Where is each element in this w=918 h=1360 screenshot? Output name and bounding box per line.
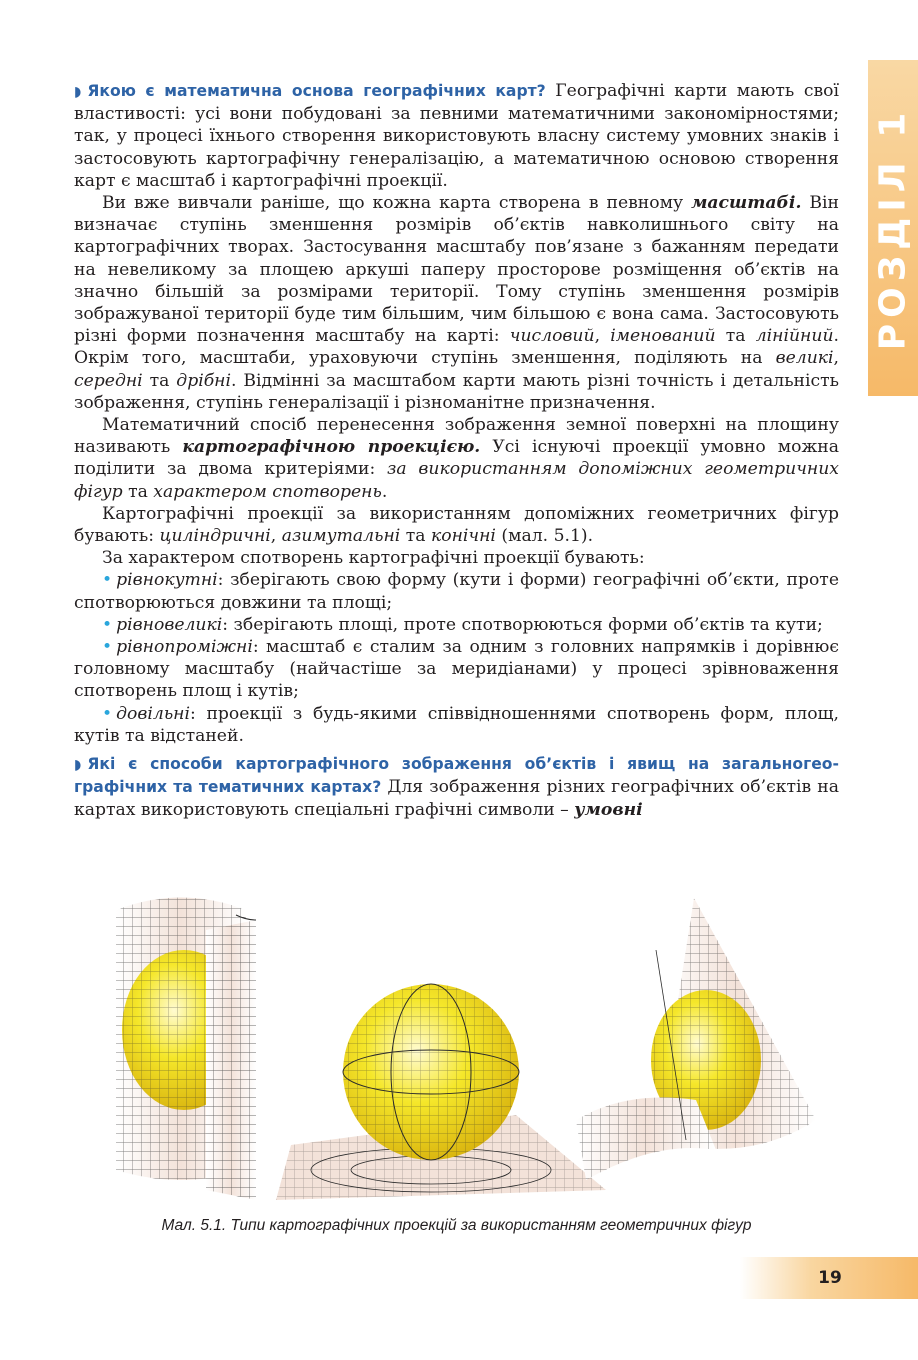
page-body bbox=[74, 80, 839, 821]
text: . Окрім того, масштаби, ураховуючи ступінь зменшення, поділяють на bbox=[74, 326, 839, 369]
section-tab-label: РОЗДІЛ 1 bbox=[872, 106, 914, 350]
term: великі bbox=[775, 348, 834, 369]
figure-caption: Мал. 5.1. Типи картографічних проекцій за використанням геометричних фігур bbox=[161, 1217, 752, 1234]
conical-projection bbox=[576, 898, 816, 1180]
term: рівнопроміжні bbox=[116, 637, 253, 658]
text: Усі існуючі проекції умовно можна поділити за двома критеріями: bbox=[74, 437, 839, 480]
text: та bbox=[715, 326, 756, 347]
azimuthal-projection bbox=[276, 984, 606, 1200]
paragraph-distortion: За характером спотворень картографічні проекції бувають: bbox=[102, 548, 645, 569]
bullet-icon: • bbox=[102, 614, 113, 635]
text: : проекції з будь-якими співвідношеннями спотворень форм, площ, кутів та відстаней. bbox=[74, 703, 839, 746]
list-item bbox=[74, 703, 839, 747]
text: , bbox=[594, 326, 611, 347]
question-heading: Якою є математична основа географічних карт? bbox=[87, 82, 546, 100]
text: , bbox=[833, 348, 839, 369]
list-item bbox=[74, 636, 839, 703]
text: : зберігають площі, проте спотворюються форми об’єктів та кути; bbox=[222, 614, 823, 635]
paragraph-figures bbox=[74, 503, 839, 547]
text: , bbox=[270, 526, 282, 547]
term: середні bbox=[74, 370, 143, 391]
text: та bbox=[142, 370, 177, 391]
term-projection: картографічною проекцією. bbox=[182, 437, 481, 458]
bullet-icon: • bbox=[102, 637, 113, 658]
term: циліндричні bbox=[159, 526, 271, 547]
text: Ви вже вивчали раніше, що кожна карта створена в певному bbox=[102, 193, 692, 214]
text: Картографічні проекції за використанням допоміжних геометричних фігур бувають: bbox=[74, 503, 839, 547]
question-marker-icon: ◗ bbox=[74, 757, 82, 774]
question-heading: Які є способи картографічного зображення об’єктів і явищ на загальногеографічних та тематичних картах? bbox=[74, 755, 839, 797]
question-marker-icon: ◗ bbox=[74, 84, 82, 100]
paragraph-scale bbox=[74, 192, 839, 414]
paragraph-q1 bbox=[74, 80, 839, 192]
text: (мал. 5.1). bbox=[495, 526, 594, 547]
list-item bbox=[74, 569, 839, 613]
text: Математичний спосіб перенесення зображення земної поверхні на площину називають bbox=[74, 415, 839, 458]
list-item bbox=[74, 614, 839, 636]
term: лінійний bbox=[755, 326, 834, 347]
text: та bbox=[122, 481, 154, 502]
term: характером спотворень bbox=[153, 481, 382, 502]
text: Для зображення різних географічних об’єктів на картах використовують спеціальні графічні символи – bbox=[74, 777, 839, 820]
text: : масштаб є сталим за одним з головних напрямків і дорівнює головному масштабу (найчастіше за меридіанами) у процесі зрівноваження спотворень площ і кутів; bbox=[74, 637, 839, 702]
bullet-icon: • bbox=[102, 570, 113, 591]
term: рівнокутні bbox=[116, 570, 218, 591]
term: рівновеликі bbox=[116, 614, 223, 635]
term: числовий bbox=[509, 326, 595, 347]
paragraph-q2 bbox=[74, 753, 839, 821]
section-tab bbox=[868, 60, 918, 396]
term: азимутальні bbox=[281, 526, 401, 547]
term: довільні bbox=[116, 703, 191, 724]
term: дрібні bbox=[176, 370, 231, 391]
text: Він визначає ступінь зменшення розмірів об’єктів навколишнього світу на картографічних творах. Застосування масштабу пов’язане з бажанням передати на невеликому за площею аркуші паперу просторове розміщення об’єктів на значно більшій за розмірами території. Тому ступінь зменшення розмірів зображуваної території буде тим більшим, чим більшою є вона сама. Застосовують різні форми позначення масштабу на карті: bbox=[74, 193, 840, 347]
term-scale: масштабі. bbox=[691, 193, 802, 214]
bullet-icon: • bbox=[102, 703, 113, 724]
cylinder-projection bbox=[116, 898, 256, 1201]
paragraph-projection bbox=[74, 414, 839, 503]
term: конічні bbox=[430, 526, 496, 547]
page-number: 19 bbox=[818, 1268, 842, 1288]
text: : зберігають свою форму (кути і форми) географічні об’єкти, проте спотворюються довжини та площі; bbox=[74, 570, 839, 613]
term: умовні bbox=[574, 799, 643, 820]
term: іменований bbox=[610, 326, 716, 347]
text: . bbox=[381, 481, 388, 502]
projection-figures-illustration bbox=[96, 890, 841, 1205]
text: та bbox=[400, 526, 431, 547]
term: за використанням допоміжних геометричних фігур bbox=[74, 459, 839, 502]
q1-answer: Географічні карти мають свої властивості: усі вони побудовані за певними математичними закономірностями; так, у процесі їхнього створення використовують власну систему умовних знаків і застосовують картографічну генералізацію, а математичною основою створення карт є масштаб і картографічні проекції. bbox=[74, 81, 839, 191]
text: . Відмінні за масштабом карти мають різні точність і детальність зображення, ступінь генералізації і різноманітне призначення. bbox=[74, 370, 840, 413]
